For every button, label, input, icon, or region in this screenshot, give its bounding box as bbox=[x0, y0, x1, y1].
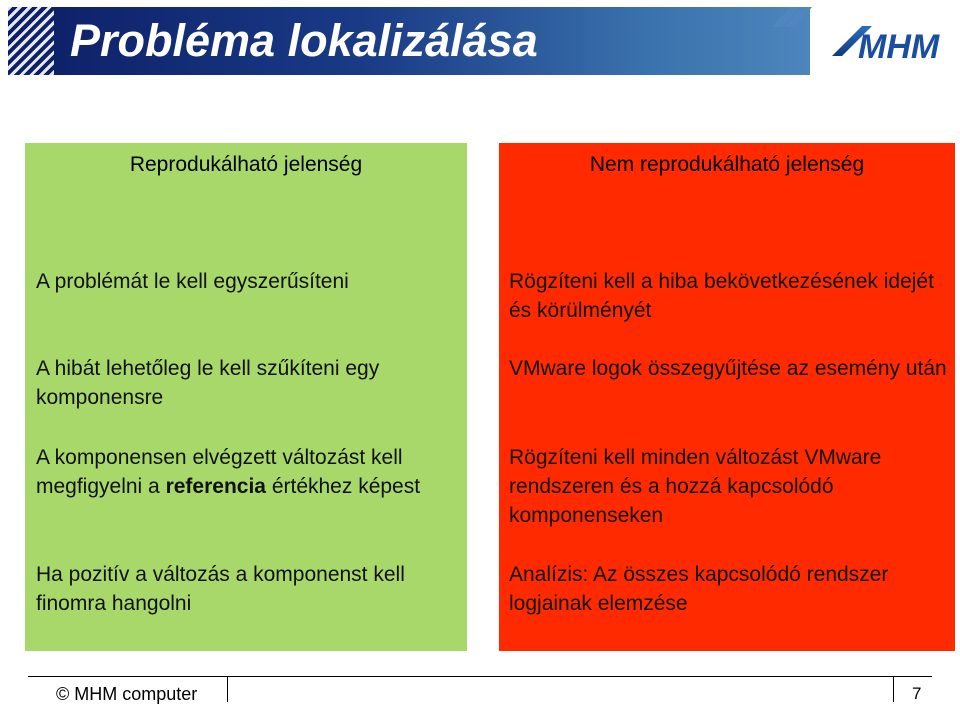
left-item-3-text: A komponensen elvégzett változást kell megfigyelni a bbox=[36, 446, 403, 498]
left-item-1: A problémát le kell egyszerűsíteni bbox=[36, 270, 349, 293]
logo-text: MHM bbox=[858, 28, 940, 66]
right-column bbox=[499, 143, 955, 651]
left-item-4: Ha pozitív a változás a komponenst kell finomra hangolni bbox=[36, 563, 405, 615]
right-item-3: Rögzíteni kell minden változást VMware rendszeren és a hozzá kapcsolódó komponenseken bbox=[509, 446, 882, 527]
mhm-logo bbox=[832, 22, 944, 71]
left-item-3-bold: referencia bbox=[165, 475, 266, 498]
corner-stripes-decoration bbox=[772, 7, 812, 29]
left-item-3 bbox=[36, 443, 461, 501]
footer-copyright: © MHM computer bbox=[56, 684, 198, 704]
right-heading: Nem reprodukálható jelenség bbox=[589, 153, 865, 176]
left-column bbox=[25, 143, 467, 651]
right-item-1: Rögzíteni kell a hiba bekövetkezésének idejét és körülményét bbox=[509, 270, 934, 322]
right-item-2: VMware logok összegyűjtése az esemény után bbox=[509, 357, 947, 380]
title-stripes-decoration bbox=[8, 7, 54, 75]
left-item-2: A hibát lehetőleg le kell szűkíteni egy komponensre bbox=[36, 357, 380, 409]
page-number: 7 bbox=[912, 684, 922, 703]
left-heading: Reprodukálható jelenség bbox=[129, 153, 363, 176]
mhm-logo-icon bbox=[832, 22, 944, 66]
footer-separator-left bbox=[227, 676, 228, 702]
title-bar bbox=[8, 7, 810, 75]
right-item-4: Analízis: Az összes kapcsolódó rendszer logjainak elemzése bbox=[509, 563, 889, 615]
slide-title: Probléma lokalizálása bbox=[70, 15, 538, 66]
footer-separator-right bbox=[893, 676, 894, 702]
footer-divider bbox=[28, 676, 932, 677]
left-item-3-text-end: értékhez képest bbox=[265, 475, 421, 498]
